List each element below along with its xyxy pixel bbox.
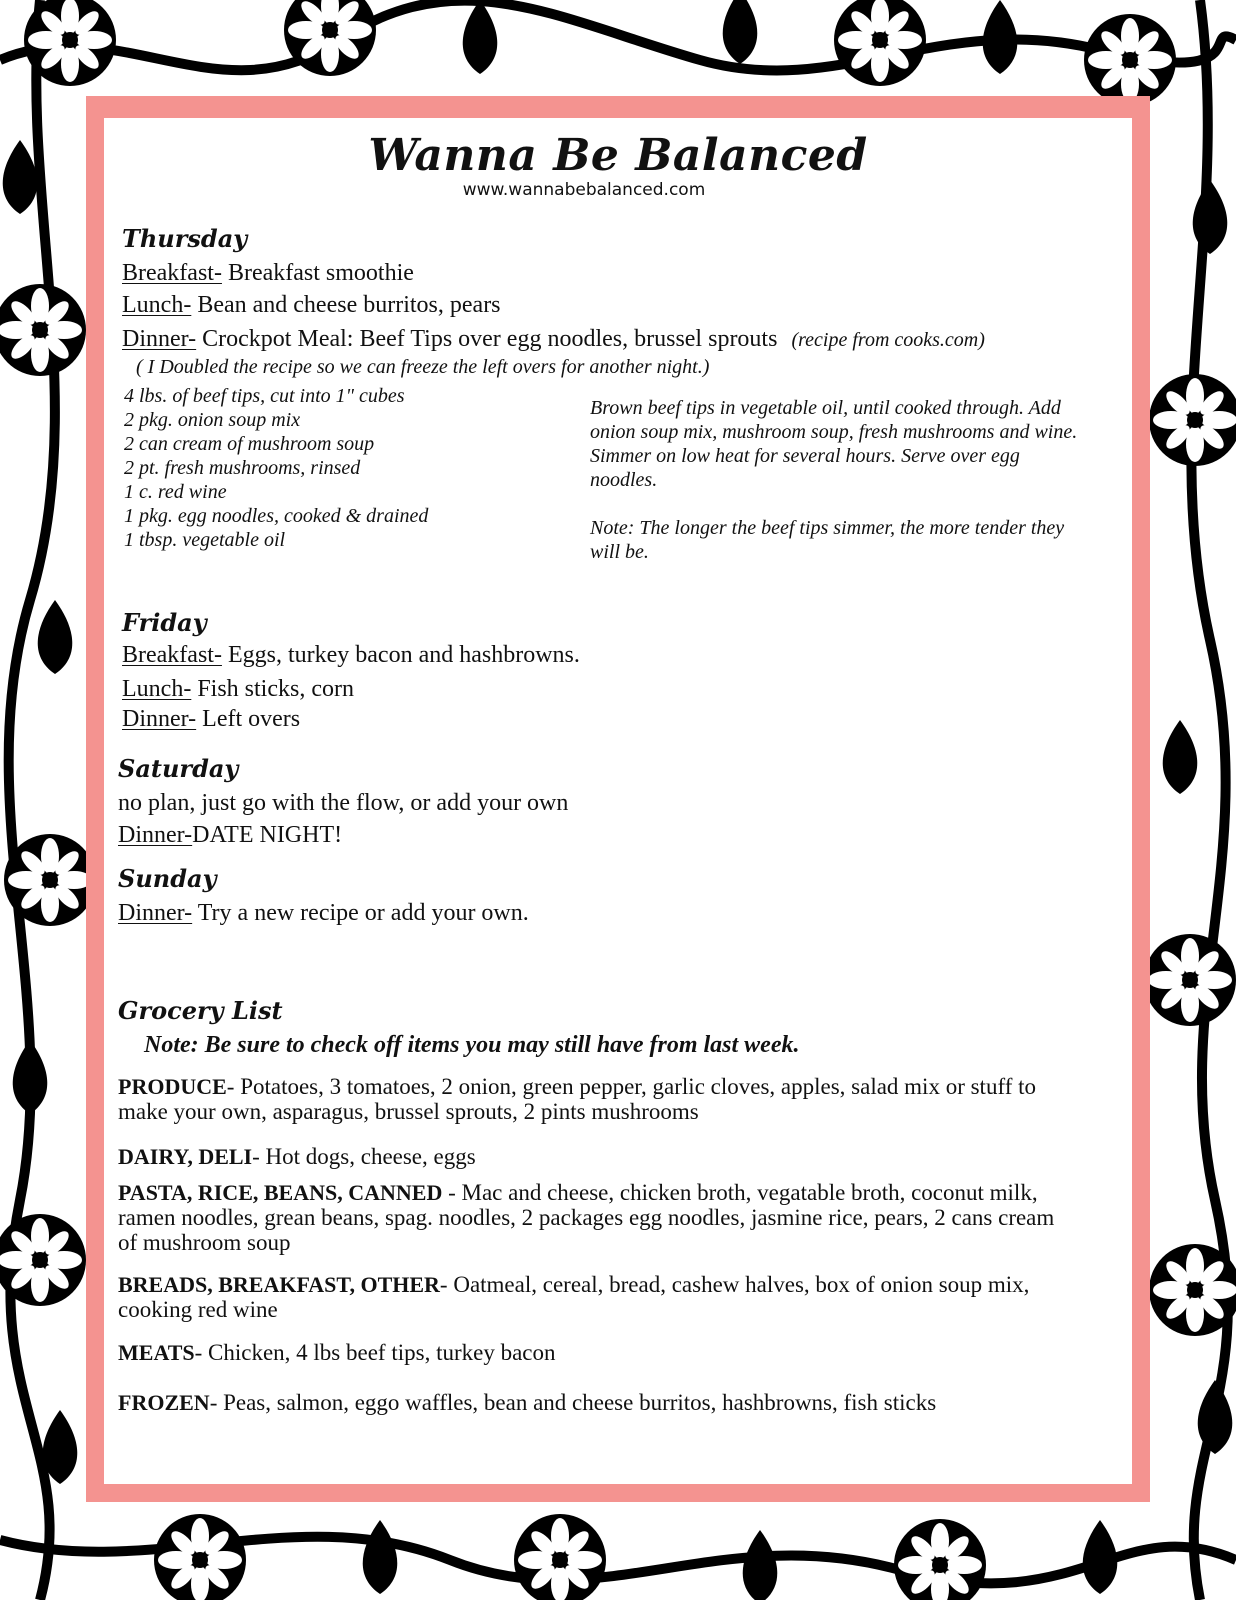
friday-breakfast [122, 642, 580, 669]
saturday-plan: no plan, just go with the flow, or add your own [118, 790, 569, 816]
breakfast-value: Breakfast smoothie [227, 260, 414, 286]
thursday-breakfast [122, 260, 414, 287]
dinner-label: Dinner- [118, 822, 193, 848]
grocery-category: FROZEN [118, 1390, 210, 1415]
ingredient-item: 2 pkg. onion soup mix [124, 409, 301, 431]
grocery-section-pasta [118, 1180, 1078, 1255]
grocery-category: PASTA, RICE, BEANS, CANNED [118, 1180, 443, 1205]
grocery-note: Note: Be sure to check off items you may still have from last week. [144, 1032, 800, 1058]
breakfast-label: Breakfast- [122, 642, 222, 668]
lunch-value: Bean and cheese burritos, pears [197, 292, 501, 318]
grocery-category: BREADS, BREAKFAST, OTHER [118, 1272, 440, 1297]
grocery-items: - Chicken, 4 lbs beef tips, turkey bacon [194, 1340, 556, 1365]
dinner-value: Left overs [202, 706, 301, 732]
breakfast-value: Eggs, turkey bacon and hashbrowns. [227, 642, 580, 668]
friday-dinner [122, 706, 300, 733]
recipe-source: (recipe from cooks.com) [791, 329, 985, 351]
lunch-label: Lunch- [122, 292, 192, 318]
dinner-value: DATE NIGHT! [192, 822, 343, 848]
grocery-items: - Mac and cheese, chicken broth, vegatable broth, coconut milk, ramen noodles, grean beans, spag. noodles, 2 packages egg noodles, jasmine rice, pears, 2 cans cream of mushroom soup [118, 1180, 1055, 1255]
grocery-category: MEATS [118, 1340, 195, 1365]
grocery-heading: Grocery List [118, 996, 283, 1025]
grocery-section-breads [118, 1272, 1078, 1322]
grocery-items: - Peas, salmon, eggo waffles, bean and cheese burritos, hashbrowns, fish sticks [209, 1390, 937, 1415]
thursday-lunch [122, 292, 501, 319]
ingredient-item: 1 pkg. egg noodles, cooked & drained [124, 505, 429, 527]
dinner-value: Try a new recipe or add your own. [197, 900, 529, 926]
dinner-label: Dinner- [122, 706, 197, 732]
grocery-items: - Hot dogs, cheese, eggs [252, 1144, 476, 1169]
recipe-directions-note: Note: The longer the beef tips simmer, the more tender they will be. [590, 517, 1065, 563]
ingredient-item: 1 c. red wine [124, 481, 227, 503]
page-title: Wanna Be Balanced [368, 130, 868, 181]
ingredient-item: 1 tbsp. vegetable oil [124, 529, 286, 551]
breakfast-label: Breakfast- [122, 260, 222, 286]
day-heading-sunday: Sunday [118, 864, 217, 893]
menu-page [104, 118, 1132, 1484]
day-heading-saturday: Saturday [118, 754, 239, 783]
friday-lunch [122, 676, 354, 703]
ingredient-item: 4 lbs. of beef tips, cut into 1" cubes [124, 385, 405, 407]
grocery-section-dairy [118, 1144, 1078, 1169]
thursday-dinner [122, 326, 985, 353]
grocery-items: - Oatmeal, cereal, bread, cashew halves, box of onion soup mix, cooking red wine [118, 1272, 1030, 1322]
ingredient-list [124, 384, 564, 552]
ingredient-item: 2 can cream of mushroom soup [124, 433, 375, 455]
site-url: www.wannabebalanced.com [462, 180, 706, 200]
ingredient-item: 2 pt. fresh mushrooms, rinsed [124, 457, 361, 479]
saturday-dinner [118, 822, 342, 849]
day-heading-friday: Friday [122, 608, 207, 637]
grocery-category: PRODUCE [118, 1074, 227, 1099]
grocery-section-meats [118, 1340, 1078, 1365]
day-heading-thursday: Thursday [122, 224, 248, 253]
dinner-label: Dinner- [122, 326, 197, 352]
dinner-label: Dinner- [118, 900, 193, 926]
sunday-dinner [118, 900, 529, 927]
grocery-section-frozen [118, 1390, 1078, 1415]
recipe-directions: Brown beef tips in vegetable oil, until cooked through. Add onion soup mix, mushroom soup, fresh mushrooms and wine. Simmer on low heat for several hours. Serve over egg noodles. [590, 397, 1078, 491]
lunch-value: Fish sticks, corn [197, 676, 354, 702]
grocery-items: - Potatoes, 3 tomatoes, 2 onion, green pepper, garlic cloves, apples, salad mix or stuff to make your own, asparagus, brussel sprouts, 2 pints mushrooms [118, 1074, 1036, 1124]
grocery-category: DAIRY, DELI [118, 1144, 253, 1169]
dinner-value: Crockpot Meal: Beef Tips over egg noodles, brussel sprouts [202, 326, 778, 352]
lunch-label: Lunch- [122, 676, 192, 702]
grocery-section-produce [118, 1074, 1078, 1124]
recipe-doubled-note: ( I Doubled the recipe so we can freeze the left overs for another night.) [136, 356, 710, 378]
